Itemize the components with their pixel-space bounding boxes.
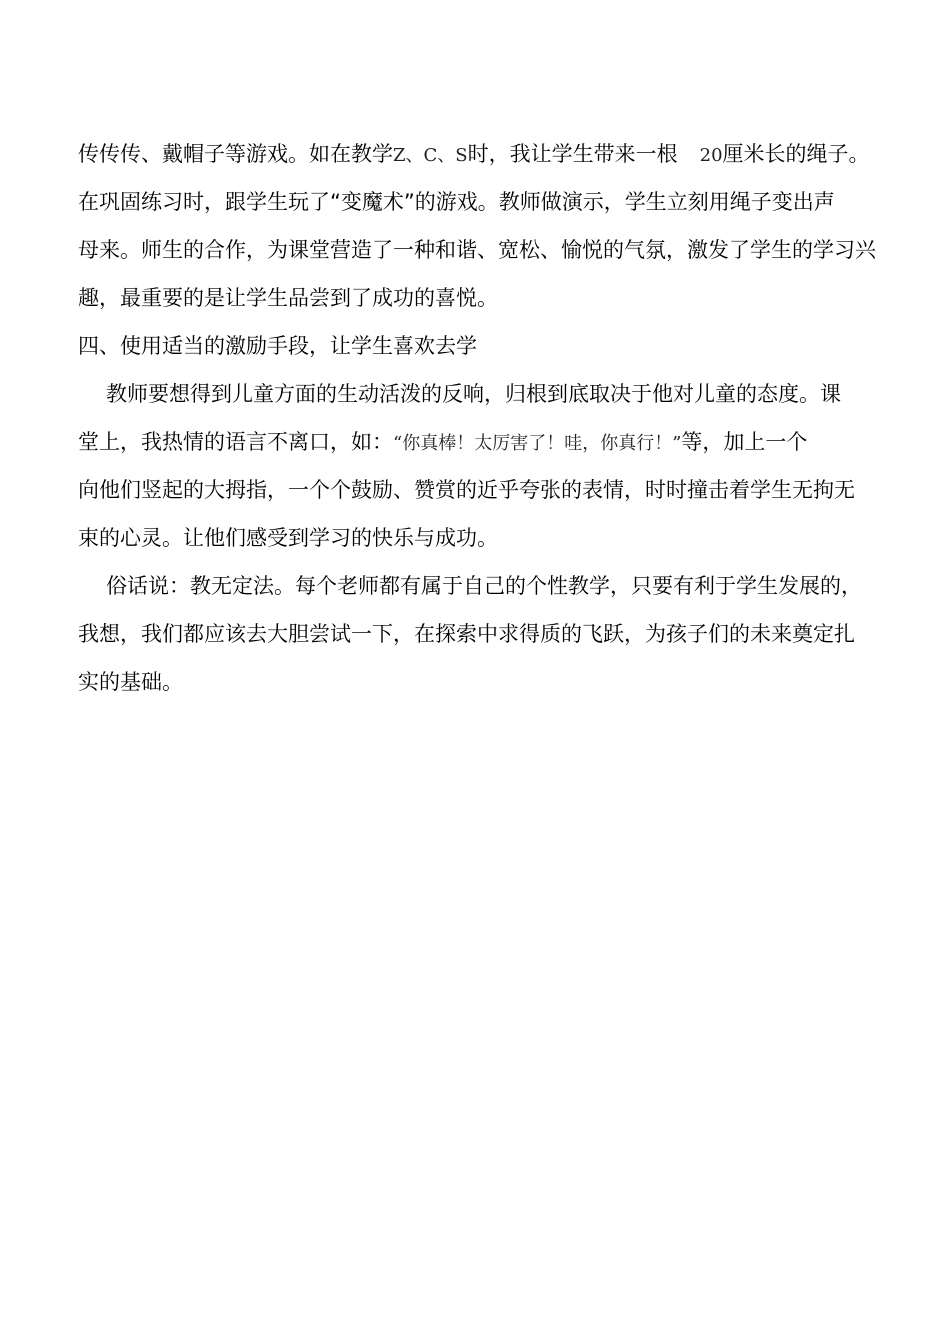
paragraph-2-line-4: 束的心灵。让他们感受到学习的快乐与成功。 — [78, 526, 498, 550]
paragraph-2-line-2 — [78, 418, 884, 466]
paragraph-2-line-3: 向他们竖起的大拇指，一个个鼓励、赞赏的近乎夸张的表情，时时撞击着学生无拘无 — [78, 478, 855, 502]
section-heading: 四、使用适当的激励手段，让学生喜欢去学 — [78, 334, 477, 358]
number-value: 20 — [699, 145, 723, 166]
text-segment: 等，加上一个 — [681, 430, 808, 454]
pinyin-letters: Z、C、S — [393, 145, 468, 166]
text-segment: 传传传、戴帽子等游戏。如在教学 — [78, 142, 393, 166]
text-segment: 厘米长的绳子。 — [722, 142, 870, 166]
paragraph-3-line-2: 我想，我们都应该去大胆尝试一下，在探索中求得质的飞跃，为孩子们的未来奠定扎 — [78, 622, 855, 646]
document-body — [78, 130, 884, 706]
quoted-praise: “你真棒！太厉害了！哇，你真行！” — [393, 433, 682, 454]
paragraph-1-line-4: 趣，最重要的是让学生品尝到了成功的喜悦。 — [78, 286, 498, 310]
paragraph-1-line-1 — [78, 130, 884, 178]
paragraph-2-line-1: 教师要想得到儿童方面的生动活泼的反响，归根到底取决于他对儿童的态度。课 — [106, 382, 841, 406]
paragraph-1-line-3: 母来。师生的合作，为课堂营造了一种和谐、宽松、愉悦的气氛，激发了学生的学习兴 — [78, 238, 876, 262]
paragraph-1-line-2: 在巩固练习时，跟学生玩了“变魔术”的游戏。教师做演示，学生立刻用绳子变出声 — [78, 190, 835, 214]
text-segment: 时，我让学生带来一根 — [467, 142, 678, 166]
paragraph-3-line-1: 俗话说：教无定法。每个老师都有属于自己的个性教学，只要有利于学生发展的， — [106, 574, 862, 598]
paragraph-3-line-3: 实的基础。 — [78, 670, 183, 694]
text-segment: 堂上，我热情的语言不离口，如： — [78, 430, 393, 454]
